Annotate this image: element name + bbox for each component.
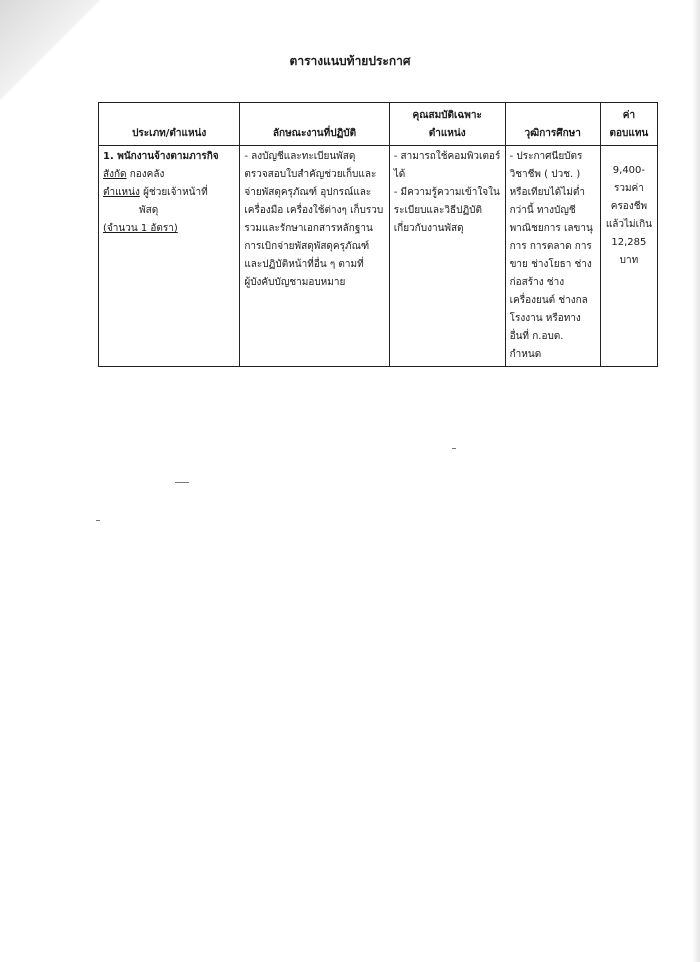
education-line: หรือเทียบได้ไม่ต่ำ [509, 187, 586, 198]
page-corner-fold [0, 0, 120, 100]
position-line1: 1. พนักงานจ้างตามภารกิจ [103, 151, 219, 162]
education-line: - ประกาศนียบัตร [509, 151, 583, 162]
qualification-line: ระเบียบและวิธีปฏิบัติ [393, 205, 482, 216]
table-header-row [99, 103, 658, 146]
header-qualifications-line1: คุณสมบัติเฉพาะ [412, 110, 482, 121]
duty-line: ตรวจสอบใบสำคัญช่วยเก็บและ [244, 169, 377, 180]
pos-label: ตำแหน่ง [103, 187, 140, 198]
cell-qualifications [389, 146, 505, 367]
header-pay-line2: ตอบแทน [609, 128, 649, 139]
education-line: โรงงาน หรือทาง [509, 313, 581, 324]
pay-line: 12,285 [611, 237, 647, 248]
dept-label: สังกัด [103, 169, 127, 180]
header-pay [600, 103, 657, 146]
recruitment-table [98, 102, 658, 367]
pay-line: ครองชีพ [610, 201, 648, 212]
header-qualifications [389, 103, 505, 146]
pos-value: ผู้ช่วยเจ้าหน้าที่ [143, 187, 208, 198]
scan-speck [452, 448, 456, 449]
education-line: กำหนด [509, 349, 542, 360]
qualification-line: เกี่ยวกับงานพัสดุ [393, 223, 464, 234]
cell-duties [240, 146, 389, 367]
cell-position [99, 146, 240, 367]
duty-line: จ่ายพัสดุครุภัณฑ์ อุปกรณ์และ [244, 187, 372, 198]
education-line: การ การตลาด การ [509, 241, 592, 252]
education-line: ก่อสร้าง ช่าง [509, 277, 565, 288]
dept-value: กองคลัง [129, 169, 165, 180]
duty-line: รวมและรักษาเอกสารหลักฐาน [244, 223, 373, 234]
position-count: (จำนวน 1 อัตรา) [103, 223, 178, 234]
table-row [99, 146, 658, 367]
page-edge-shadow [692, 0, 700, 962]
duty-line: และปฏิบัติหน้าที่อื่น ๆ ตามที่ [244, 259, 364, 270]
pay-line: บาท [619, 255, 639, 266]
header-duties: ลักษณะงานที่ปฏิบัติ [240, 103, 389, 146]
header-education: วุฒิการศึกษา [505, 103, 600, 146]
education-line: เครื่องยนต์ ช่างกล [509, 295, 588, 306]
header-pay-line1: ค่า [622, 110, 636, 121]
pay-line: 9,400- [612, 165, 646, 176]
cell-education [505, 146, 600, 367]
pay-line: แล้วไม่เกิน [605, 219, 652, 230]
pay-line: รวมค่า [613, 183, 644, 194]
duty-line: - ลงบัญชีและทะเบียนพัสดุ [244, 151, 356, 162]
education-line: ขาย ช่างโยธา ช่าง [509, 259, 592, 270]
education-line: กว่านี้ ทางบัญชี [509, 205, 576, 216]
duty-line: เครื่องมือ เครื่องใช้ต่างๆ เก็บรวบ [244, 205, 384, 216]
cell-pay [600, 146, 657, 367]
header-qualifications-line2: ตำแหน่ง [428, 128, 466, 139]
scan-speck [175, 482, 189, 483]
duty-line: การเบิกจ่ายพัสดุพัสดุครุภัณฑ์ [244, 241, 370, 252]
education-line: วิชาชีพ ( ปวช. ) [509, 169, 581, 180]
education-line: พาณิชยการ เลขานุ [509, 223, 593, 234]
qualification-line: - สามารถใช้คอมพิวเตอร์ [393, 151, 501, 162]
duty-line: ผู้บังคับบัญชามอบหมาย [244, 277, 346, 288]
page-title: ตารางแนบท้ายประกาศ [289, 54, 411, 68]
scan-speck [96, 520, 100, 521]
pos-value-2: พัสดุ [139, 205, 159, 216]
qualification-line: ได้ [393, 169, 406, 180]
header-position: ประเภท/ตำแหน่ง [99, 103, 240, 146]
qualification-line: - มีความรู้ความเข้าใจใน [393, 187, 500, 198]
education-line: อื่นที่ ก.อบต. [509, 331, 564, 342]
